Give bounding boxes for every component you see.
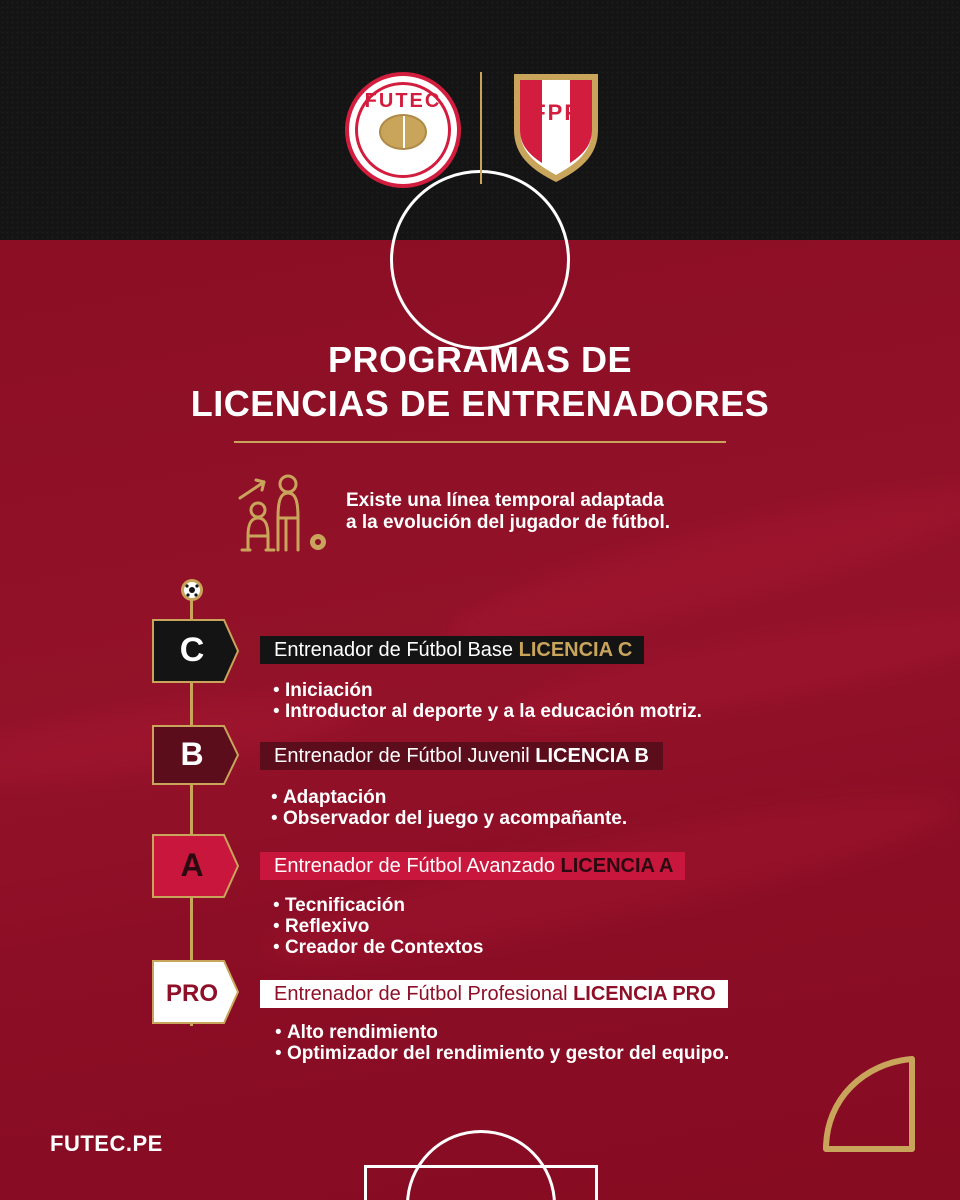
level-a-bullets: [273, 895, 483, 958]
intro-text: [346, 490, 670, 534]
footer-url: FUTEC.PE: [50, 1131, 163, 1156]
intro-line-2: a la evolución del jugador de fútbol.: [346, 512, 671, 533]
level-pro-bullet-2: • Optimizador del rendimiento y gestor del equipo.: [275, 1043, 729, 1064]
corner-arc-line: [820, 1055, 920, 1160]
level-b-bullet-2: • Observador del juego y acompañante.: [271, 808, 627, 829]
level-pro-bullet-1: • Alto rendimiento: [275, 1022, 729, 1043]
player-evolution-icon: [236, 470, 332, 561]
logo-divider: [480, 72, 482, 184]
soccer-ball-icon: [178, 576, 206, 609]
level-c-bar: [260, 636, 644, 664]
title-line-2: LICENCIAS DE ENTRENADORES: [190, 383, 770, 424]
badge-b-letter: B: [180, 736, 204, 772]
level-c-bullets: [273, 680, 702, 722]
level-pro-bar: [260, 980, 728, 1008]
page-title: [0, 338, 960, 426]
level-b-bar: [260, 742, 663, 770]
intro-line-1: Existe una línea temporal adaptada: [346, 490, 664, 511]
level-c-bullet-2: • Introductor al deporte y a la educación motriz.: [273, 701, 702, 722]
level-c-label: Entrenador de Fútbol Base: [274, 639, 514, 661]
title-line-1: PROGRAMAS DE: [327, 339, 633, 380]
fpf-crest-logo: [510, 70, 602, 189]
level-b-bullet-1: • Adaptación: [271, 787, 627, 808]
level-c-bullet-1: • Iniciación: [273, 680, 702, 701]
level-b-license: LICENCIA B: [535, 745, 649, 767]
title-divider: [234, 441, 726, 443]
fpf-logo-text: FPF: [532, 100, 580, 125]
badge-pro-letter: PRO: [165, 980, 218, 1007]
badge-c-letter: C: [179, 631, 205, 669]
level-a-bullet-1: • Tecnificación: [273, 895, 483, 916]
level-a-bar: [260, 852, 685, 880]
level-pro-bullets: [275, 1022, 729, 1064]
level-a-license: LICENCIA A: [560, 855, 674, 877]
penalty-box-line: [364, 1165, 598, 1200]
level-a-bullet-2: • Reflexivo: [273, 916, 483, 937]
futec-logo-text: FUTEC: [364, 90, 442, 112]
level-c-license: LICENCIA C: [518, 639, 633, 661]
level-a-label: Entrenador de Fútbol Avanzado: [274, 855, 555, 877]
badge-a-letter: A: [180, 847, 204, 883]
level-b-label: Entrenador de Fútbol Juvenil: [274, 745, 530, 767]
level-pro-label: Entrenador de Fútbol Profesional: [274, 983, 568, 1005]
level-a-bullet-3: • Creador de Contextos: [273, 937, 483, 958]
center-circle-line: [390, 170, 570, 350]
futec-logo: [345, 72, 461, 188]
level-pro-license: LICENCIA PRO: [573, 983, 716, 1005]
level-b-bullets: [271, 787, 627, 829]
